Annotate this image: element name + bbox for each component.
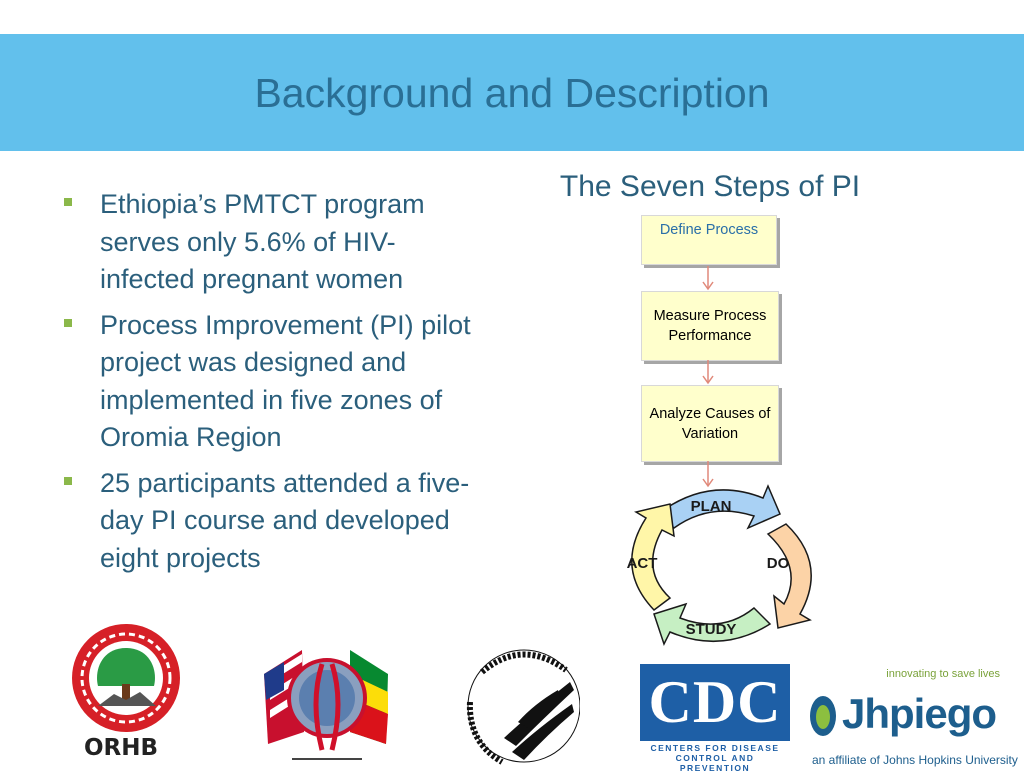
cdc-logo (640, 664, 790, 773)
step-box-analyze: Analyze Causes of Variation (641, 385, 779, 462)
bullet-text: Process Improvement (PI) pilot project was designed and implemented in five zones of Oromia Region (100, 309, 471, 452)
bullet-text: 25 participants attended a five-day PI course and developed eight projects (100, 467, 470, 573)
step-box-measure: Measure Process Performance (641, 291, 779, 361)
study-label: STUDY (685, 621, 737, 638)
diagram-title: The Seven Steps of PI (559, 170, 861, 203)
act-label: ACT (626, 555, 658, 572)
jhpiego-name (842, 690, 996, 738)
jhpiego-affiliate: an affiliate of Johns Hopkins University (812, 753, 1018, 767)
pepfar-flags-logo (262, 640, 392, 766)
cdc-subtitle (640, 743, 790, 773)
orhb-logo (58, 622, 194, 734)
slide-title: Background and Description (254, 70, 770, 116)
jhpiego-name-text: Jhpiego (842, 690, 997, 737)
orhb-label: ORHB (84, 735, 159, 761)
bullet-text: Ethiopia’s PMTCT program serves only 5.6% of HIV-infected pregnant women (100, 189, 425, 294)
plan-label: PLAN (690, 498, 732, 515)
cdc-mark: CDC (640, 664, 790, 741)
hhs-logo (462, 642, 580, 768)
do-label: DO (766, 555, 790, 572)
cdc-line-2: CONTROL AND PREVENTION (675, 753, 755, 773)
cdc-line-1: CENTERS FOR DISEASE (650, 743, 780, 753)
do-arrow (768, 524, 811, 628)
step-box-define: Define Process (641, 215, 777, 265)
pdsa-cycle (618, 484, 828, 650)
jhpiego-leaf-icon (808, 693, 838, 739)
jhpiego-tagline: innovating to save lives (886, 668, 1000, 680)
